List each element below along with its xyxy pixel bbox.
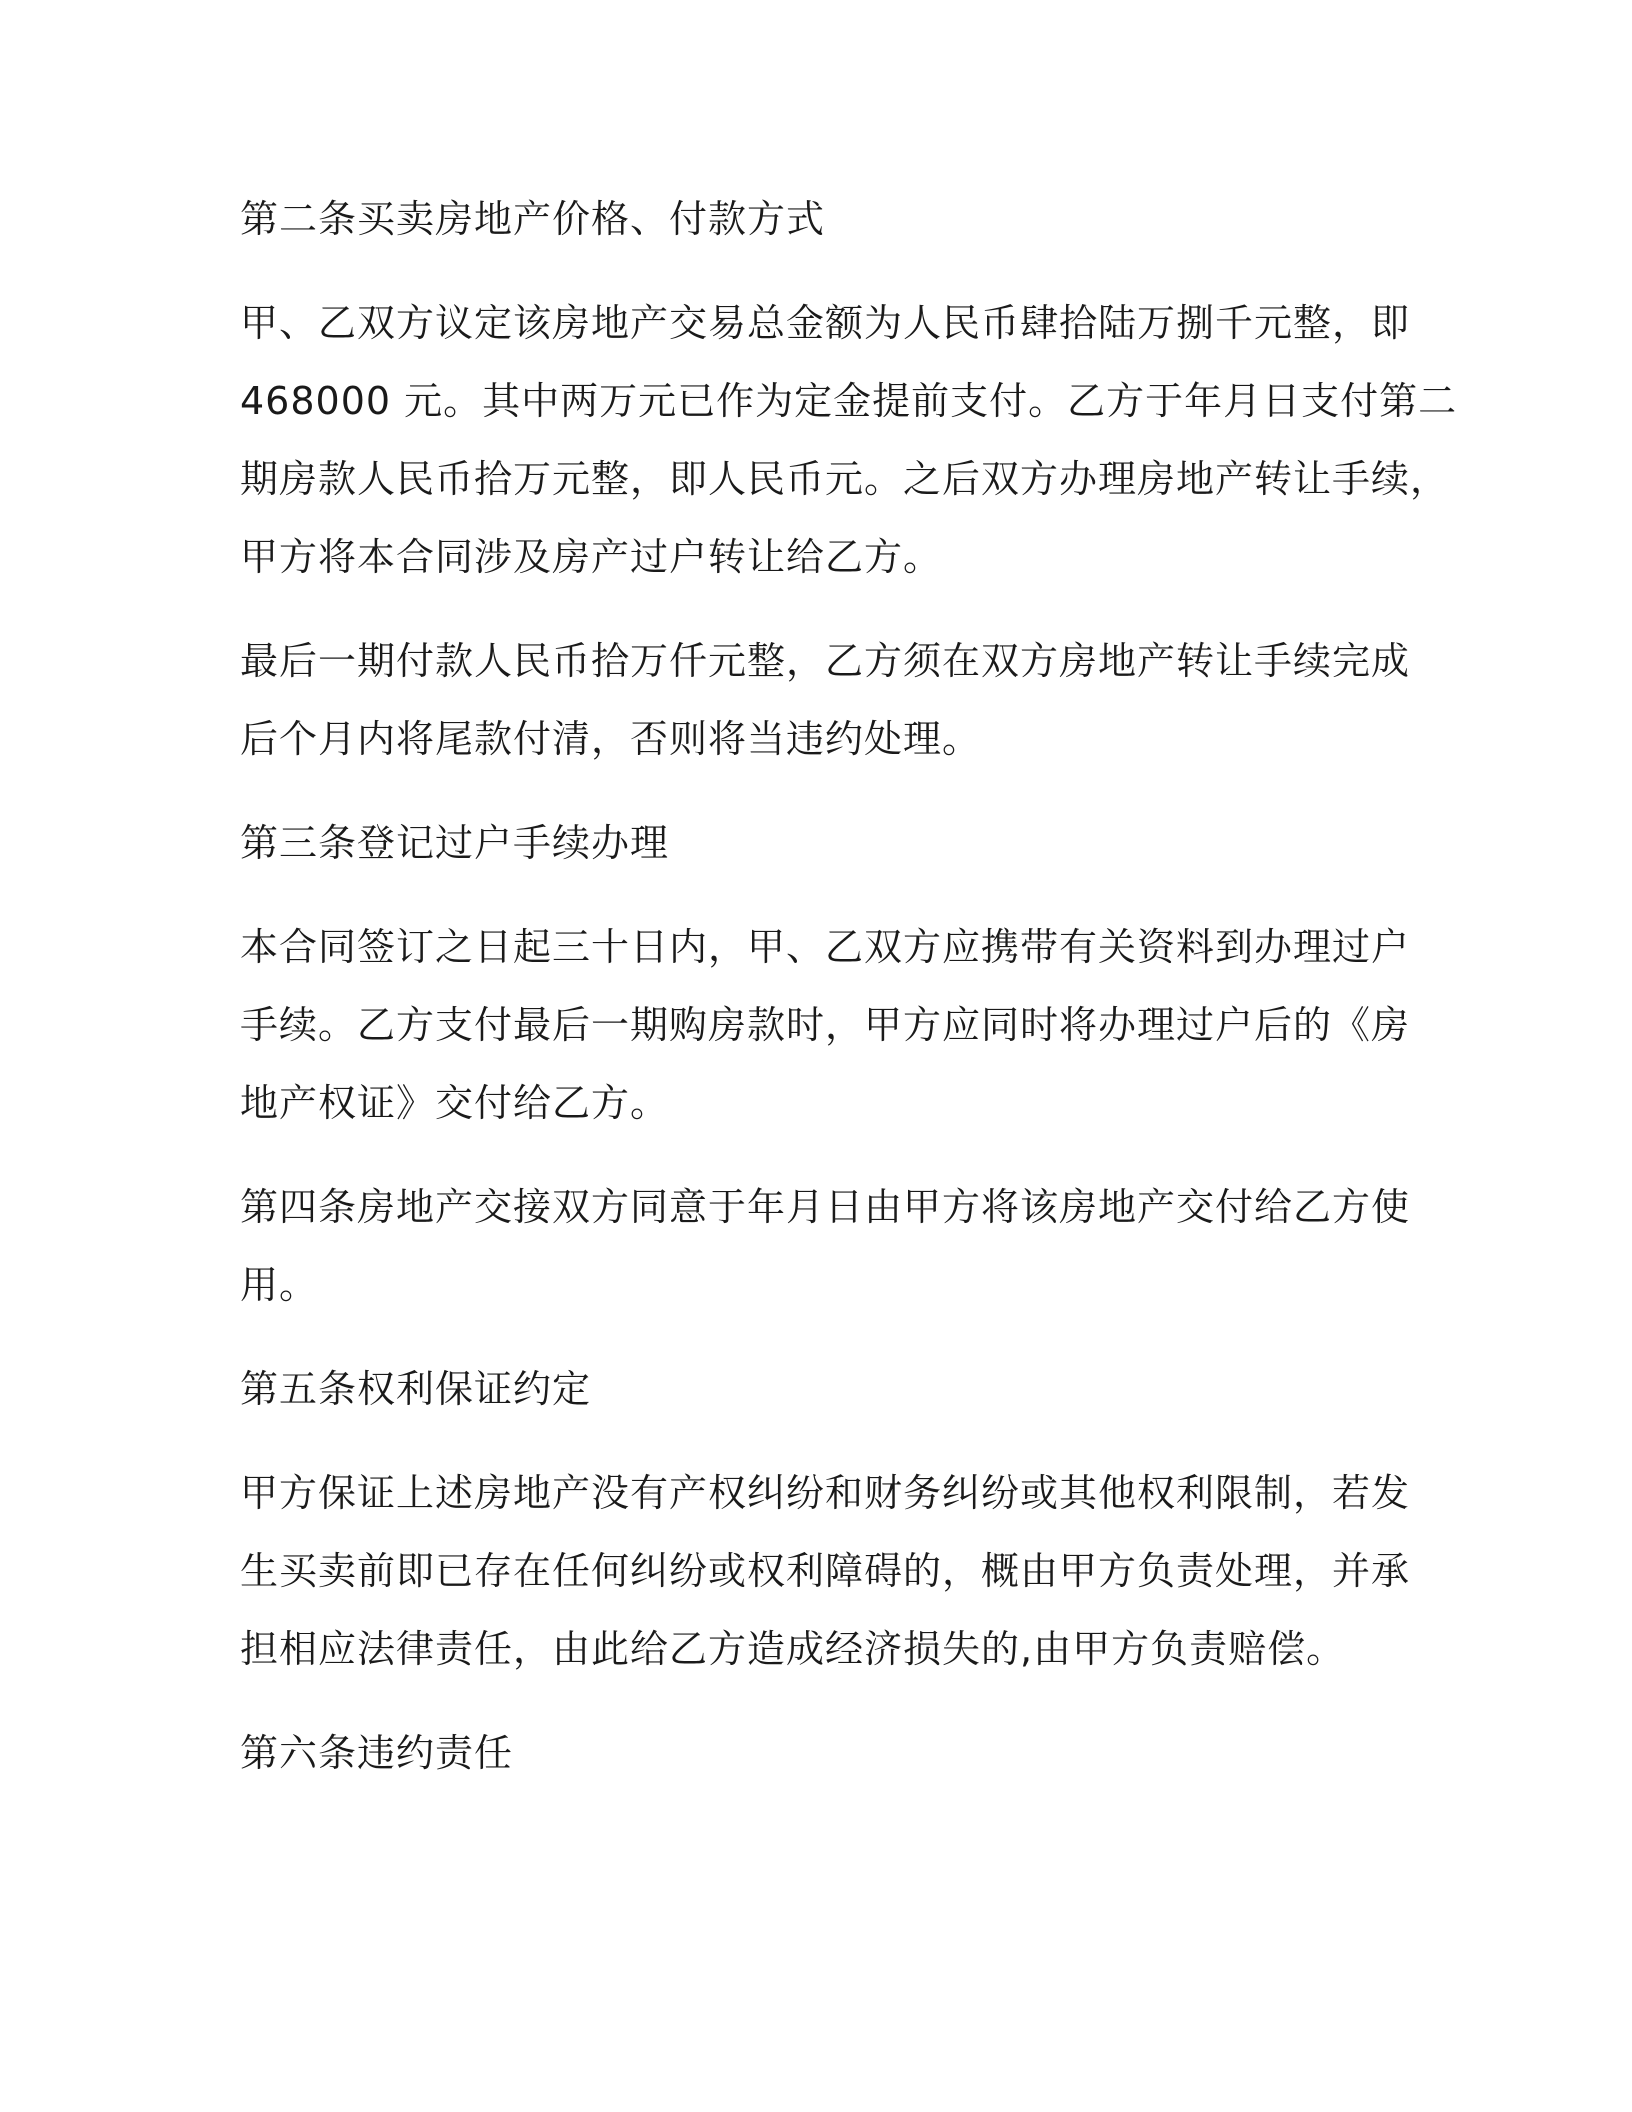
- section3-paragraph1: [240, 908, 1411, 1142]
- spacer: [240, 1428, 1380, 1454]
- document-page: [240, 180, 1458, 1792]
- section2-paragraph1: [240, 284, 1458, 596]
- section6-title: 第六条违约责任: [240, 1731, 514, 1775]
- text-line: 生买卖前即已存在任何纠纷或权利障碍的，概由甲方负责处理，并承: [240, 1549, 1411, 1593]
- spacer: [240, 882, 1380, 908]
- spacer: [240, 258, 1380, 284]
- spacer: [240, 1142, 1380, 1168]
- section3-title: 第三条登记过户手续办理: [240, 821, 670, 865]
- section2-paragraph2: [240, 622, 1411, 778]
- spacer: [240, 1688, 1380, 1714]
- section2-title: 第二条买卖房地产价格、付款方式: [240, 197, 826, 241]
- text-line: 地产权证》交付给乙方。: [240, 1081, 670, 1125]
- text-line: 本合同签订之日起三十日内，甲、乙双方应携带有关资料到办理过户: [240, 925, 1411, 969]
- section5-title: 第五条权利保证约定: [240, 1367, 592, 1411]
- text-line: 期房款人民币拾万元整，即人民币元。之后双方办理房地产转让手续，: [240, 457, 1450, 501]
- text-line: 甲方保证上述房地产没有产权纠纷和财务纠纷或其他权利限制，若发: [240, 1471, 1411, 1515]
- spacer: [240, 778, 1380, 804]
- text-line: 担相应法律责任，由此给乙方造成经济损失的,由甲方负责赔偿。: [240, 1627, 1346, 1671]
- text-line: 最后一期付款人民币拾万仟元整，乙方须在双方房地产转让手续完成: [240, 639, 1411, 683]
- text-line: 468000 元。其中两万元已作为定金提前支付。乙方于年月日支付第二: [240, 379, 1458, 423]
- text-line: 第四条房地产交接双方同意于年月日由甲方将该房地产交付给乙方使: [240, 1185, 1411, 1229]
- text-line: 甲、乙双方议定该房地产交易总金额为人民币肆拾陆万捌千元整，即: [240, 301, 1411, 345]
- text-line: 甲方将本合同涉及房产过户转让给乙方。: [240, 535, 943, 579]
- spacer: [240, 1324, 1380, 1350]
- text-line: 用。: [240, 1263, 319, 1307]
- section4-paragraph1: [240, 1168, 1411, 1324]
- section5-paragraph1: [240, 1454, 1411, 1688]
- text-line: 手续。乙方支付最后一期购房款时，甲方应同时将办理过户后的《房: [240, 1003, 1411, 1047]
- spacer: [240, 596, 1380, 622]
- text-line: 后个月内将尾款付清，否则将当违约处理。: [240, 717, 982, 761]
